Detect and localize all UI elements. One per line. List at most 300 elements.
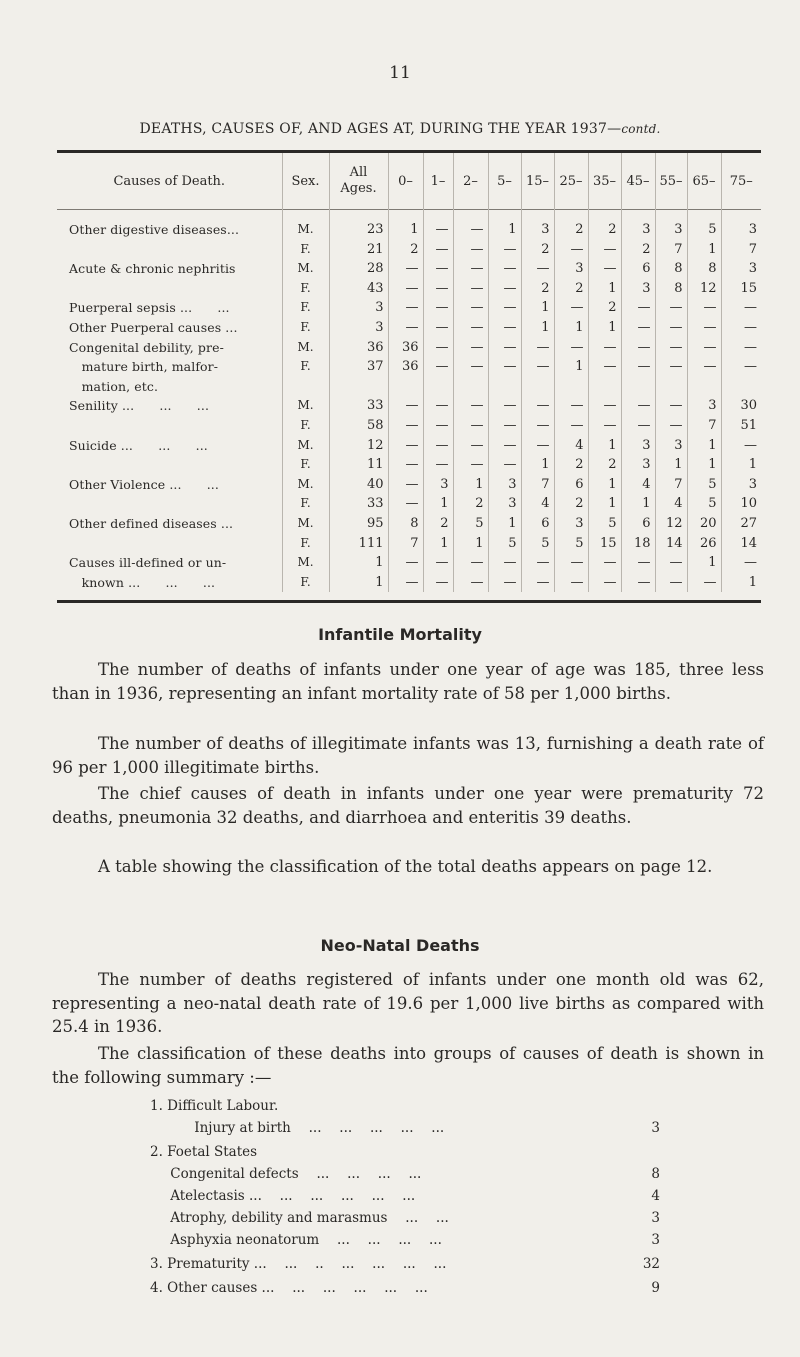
age-cell: — bbox=[554, 240, 588, 260]
age-cell: 51 bbox=[721, 416, 761, 436]
age-cell: 36 bbox=[388, 357, 423, 377]
age-cell bbox=[423, 377, 453, 397]
age-cell: — bbox=[621, 573, 655, 593]
all-ages-cell: 23 bbox=[329, 220, 388, 240]
header-age: 45– bbox=[621, 153, 655, 210]
age-cell: — bbox=[453, 573, 488, 593]
age-cell: — bbox=[554, 553, 588, 573]
age-cell: — bbox=[423, 455, 453, 475]
sex-cell: F. bbox=[282, 279, 329, 299]
header-age: 25– bbox=[554, 153, 588, 210]
causes-table bbox=[57, 153, 761, 592]
age-cell: — bbox=[388, 553, 423, 573]
sex-cell: F. bbox=[282, 357, 329, 377]
age-cell: 3 bbox=[655, 436, 687, 456]
header-cause: Causes of Death. bbox=[113, 173, 226, 189]
all-ages-cell: 33 bbox=[329, 396, 388, 416]
age-cell: 2 bbox=[554, 220, 588, 240]
age-cell: 1 bbox=[521, 455, 554, 475]
table-header-row bbox=[57, 153, 761, 210]
age-cell: 6 bbox=[521, 514, 554, 534]
age-cell: 1 bbox=[687, 240, 721, 260]
cause-cell bbox=[57, 240, 282, 260]
age-cell: 3 bbox=[554, 259, 588, 279]
age-cell: — bbox=[423, 298, 453, 318]
age-cell: — bbox=[488, 357, 521, 377]
table-row bbox=[57, 377, 761, 397]
all-ages-cell: 37 bbox=[329, 357, 388, 377]
header-age: 15– bbox=[521, 153, 554, 210]
age-cell: — bbox=[453, 338, 488, 358]
age-cell: — bbox=[721, 338, 761, 358]
age-cell: 3 bbox=[721, 220, 761, 240]
header-all-ages: All Ages. bbox=[329, 153, 388, 210]
age-cell: — bbox=[588, 573, 621, 593]
age-cell: — bbox=[621, 338, 655, 358]
table-row bbox=[57, 396, 761, 416]
age-cell: — bbox=[388, 455, 423, 475]
table-row bbox=[57, 416, 761, 436]
cause-cell: Senility ... ... ... bbox=[69, 398, 210, 414]
age-cell: 4 bbox=[655, 494, 687, 514]
age-cell: 5 bbox=[687, 220, 721, 240]
all-ages-cell: 111 bbox=[329, 534, 388, 554]
summary-item bbox=[150, 1210, 660, 1232]
summary-label: 2. Foetal States bbox=[150, 1144, 258, 1160]
age-cell: 1 bbox=[488, 514, 521, 534]
age-cell: — bbox=[554, 573, 588, 593]
age-cell: 2 bbox=[554, 455, 588, 475]
age-cell: 3 bbox=[554, 514, 588, 534]
table-row bbox=[57, 475, 761, 495]
age-cell: — bbox=[621, 298, 655, 318]
age-cell: — bbox=[488, 553, 521, 573]
cause-cell: Other Violence ... ... bbox=[69, 476, 219, 492]
age-cell: 1 bbox=[721, 455, 761, 475]
age-cell: — bbox=[423, 259, 453, 279]
age-cell: 4 bbox=[621, 475, 655, 495]
age-cell: 8 bbox=[687, 259, 721, 279]
age-cell: — bbox=[554, 338, 588, 358]
age-cell: 1 bbox=[588, 475, 621, 495]
age-cell: 8 bbox=[388, 514, 423, 534]
age-cell: 1 bbox=[388, 220, 423, 240]
cause-cell bbox=[57, 494, 282, 514]
summary-value: 3 bbox=[651, 1232, 660, 1248]
all-ages-cell: 1 bbox=[329, 573, 388, 593]
table-row bbox=[57, 436, 761, 456]
table-row bbox=[57, 298, 761, 318]
age-cell: — bbox=[588, 416, 621, 436]
age-cell: — bbox=[687, 318, 721, 338]
age-cell: — bbox=[488, 416, 521, 436]
sex-cell: F. bbox=[282, 240, 329, 260]
age-cell: — bbox=[388, 436, 423, 456]
age-cell: — bbox=[521, 436, 554, 456]
age-cell bbox=[655, 377, 687, 397]
heading-main: DEATHS, CAUSES OF, AND AGES AT, DURING THE YEAR 1937— bbox=[139, 121, 622, 137]
age-cell bbox=[521, 377, 554, 397]
heading-suffix: contd. bbox=[621, 122, 661, 136]
age-cell bbox=[687, 377, 721, 397]
table-row bbox=[57, 279, 761, 299]
sex-cell: M. bbox=[282, 220, 329, 240]
age-cell: — bbox=[721, 298, 761, 318]
age-cell: — bbox=[655, 553, 687, 573]
age-cell: — bbox=[655, 338, 687, 358]
age-cell: — bbox=[655, 396, 687, 416]
sex-cell: M. bbox=[282, 475, 329, 495]
age-cell: 7 bbox=[721, 240, 761, 260]
age-cell: 3 bbox=[621, 455, 655, 475]
header-age: 1– bbox=[423, 153, 453, 210]
summary-label: 3. Prematurity ... ... .. ... ... ... ... bbox=[150, 1256, 447, 1272]
age-cell: — bbox=[423, 416, 453, 436]
cause-cell: mation, etc. bbox=[69, 378, 159, 394]
cause-cell: Congenital debility, pre- bbox=[69, 339, 224, 355]
age-cell: 10 bbox=[721, 494, 761, 514]
age-cell: 14 bbox=[655, 534, 687, 554]
age-cell: 6 bbox=[554, 475, 588, 495]
sex-cell: F. bbox=[282, 534, 329, 554]
sex-cell: F. bbox=[282, 416, 329, 436]
age-cell: — bbox=[488, 240, 521, 260]
table-row bbox=[57, 259, 761, 279]
table-row bbox=[57, 318, 761, 338]
all-ages-cell: 58 bbox=[329, 416, 388, 436]
neonatal-paragraph: The number of deaths registered of infants under one month old was 62, representing a neo-natal death rate of 19.6 per 1,000 live births as compared with 25.4 in 1936. bbox=[52, 970, 764, 1036]
all-ages-cell: 43 bbox=[329, 279, 388, 299]
age-cell: 1 bbox=[588, 494, 621, 514]
sex-cell: M. bbox=[282, 553, 329, 573]
age-cell: 1 bbox=[621, 494, 655, 514]
all-ages-cell: 3 bbox=[329, 318, 388, 338]
age-cell: 1 bbox=[721, 573, 761, 593]
age-cell: 1 bbox=[687, 455, 721, 475]
age-cell: — bbox=[687, 357, 721, 377]
age-cell: — bbox=[488, 338, 521, 358]
age-cell: — bbox=[388, 259, 423, 279]
age-cell: 5 bbox=[488, 534, 521, 554]
header-age: 2– bbox=[453, 153, 488, 210]
age-cell: — bbox=[453, 416, 488, 436]
summary-label: 4. Other causes ... ... ... ... ... ... bbox=[150, 1280, 428, 1296]
age-cell: — bbox=[621, 416, 655, 436]
table-row bbox=[57, 220, 761, 240]
age-cell: — bbox=[655, 573, 687, 593]
summary-value: 3 bbox=[651, 1120, 660, 1136]
age-cell: 26 bbox=[687, 534, 721, 554]
summary-label: Injury at birth ... ... ... ... ... bbox=[174, 1120, 445, 1136]
age-cell: — bbox=[588, 240, 621, 260]
age-cell: — bbox=[423, 318, 453, 338]
age-cell: — bbox=[721, 553, 761, 573]
age-cell: 1 bbox=[554, 318, 588, 338]
age-cell bbox=[721, 377, 761, 397]
age-cell: 3 bbox=[621, 436, 655, 456]
table-row bbox=[57, 240, 761, 260]
age-cell: 2 bbox=[554, 494, 588, 514]
age-cell: 7 bbox=[655, 475, 687, 495]
summary-label: Atelectasis ... ... ... ... ... ... bbox=[150, 1188, 416, 1204]
sex-cell: F. bbox=[282, 318, 329, 338]
age-cell: 7 bbox=[521, 475, 554, 495]
age-cell: — bbox=[388, 298, 423, 318]
all-ages-cell: 40 bbox=[329, 475, 388, 495]
cause-cell bbox=[57, 455, 282, 475]
age-cell: — bbox=[423, 573, 453, 593]
age-cell: 2 bbox=[423, 514, 453, 534]
age-cell: — bbox=[423, 436, 453, 456]
age-cell: — bbox=[588, 553, 621, 573]
header-age: 65– bbox=[687, 153, 721, 210]
table-row bbox=[57, 534, 761, 554]
summary-value: 4 bbox=[651, 1188, 660, 1204]
age-cell: 2 bbox=[588, 455, 621, 475]
age-cell: — bbox=[521, 357, 554, 377]
age-cell: 14 bbox=[721, 534, 761, 554]
sex-cell: M. bbox=[282, 338, 329, 358]
age-cell: 1 bbox=[453, 534, 488, 554]
age-cell: 1 bbox=[521, 298, 554, 318]
age-cell: 1 bbox=[423, 494, 453, 514]
table-row bbox=[57, 514, 761, 534]
age-cell: 3 bbox=[621, 220, 655, 240]
age-cell: — bbox=[423, 279, 453, 299]
all-ages-cell: 3 bbox=[329, 298, 388, 318]
age-cell: 4 bbox=[521, 494, 554, 514]
age-cell: — bbox=[388, 318, 423, 338]
age-cell: — bbox=[521, 553, 554, 573]
age-cell: — bbox=[488, 298, 521, 318]
summary-item bbox=[150, 1144, 660, 1166]
age-cell: — bbox=[388, 494, 423, 514]
age-cell: 20 bbox=[687, 514, 721, 534]
age-cell: — bbox=[521, 416, 554, 436]
header-age: 75– bbox=[721, 153, 761, 210]
age-cell: 18 bbox=[621, 534, 655, 554]
age-cell: 15 bbox=[721, 279, 761, 299]
summary-item bbox=[150, 1098, 660, 1120]
age-cell: — bbox=[621, 357, 655, 377]
age-cell: — bbox=[423, 357, 453, 377]
summary-item bbox=[150, 1280, 660, 1302]
age-cell: 7 bbox=[388, 534, 423, 554]
header-age: 5– bbox=[488, 153, 521, 210]
age-cell: 2 bbox=[388, 240, 423, 260]
age-cell: 5 bbox=[554, 534, 588, 554]
age-cell: — bbox=[521, 573, 554, 593]
neonatal-title: Neo-Natal Deaths bbox=[320, 936, 480, 955]
all-ages-cell: 95 bbox=[329, 514, 388, 534]
age-cell: 5 bbox=[588, 514, 621, 534]
neonatal-paragraph: The classification of these deaths into groups of causes of death is shown in the following summary :— bbox=[52, 1044, 764, 1087]
age-cell: 36 bbox=[388, 338, 423, 358]
age-cell: 2 bbox=[521, 279, 554, 299]
age-cell: 3 bbox=[721, 259, 761, 279]
summary-item bbox=[150, 1256, 660, 1278]
age-cell: — bbox=[453, 396, 488, 416]
age-cell: 12 bbox=[655, 514, 687, 534]
age-cell: 1 bbox=[423, 534, 453, 554]
age-cell: — bbox=[588, 396, 621, 416]
age-cell: — bbox=[588, 259, 621, 279]
age-cell: 1 bbox=[655, 455, 687, 475]
age-cell: — bbox=[588, 357, 621, 377]
age-cell: — bbox=[453, 436, 488, 456]
summary-label: Asphyxia neonatorum ... ... ... ... bbox=[150, 1232, 442, 1248]
age-cell: — bbox=[453, 553, 488, 573]
age-cell: 8 bbox=[655, 279, 687, 299]
summary-item bbox=[174, 1120, 684, 1142]
age-cell: — bbox=[554, 298, 588, 318]
age-cell: 7 bbox=[655, 240, 687, 260]
cause-cell: Other digestive diseases... bbox=[69, 222, 240, 237]
age-cell: — bbox=[554, 416, 588, 436]
age-cell: 1 bbox=[588, 279, 621, 299]
age-cell: — bbox=[453, 220, 488, 240]
infantile-paragraph: A table showing the classification of the total deaths appears on page 12. bbox=[98, 857, 713, 876]
age-cell: — bbox=[488, 455, 521, 475]
cause-cell: Other Puerperal causes ... bbox=[69, 319, 238, 335]
age-cell: 1 bbox=[453, 475, 488, 495]
age-cell: 1 bbox=[521, 318, 554, 338]
cause-cell bbox=[57, 534, 282, 554]
age-cell: 8 bbox=[655, 259, 687, 279]
age-cell: 1 bbox=[687, 553, 721, 573]
age-cell: 5 bbox=[687, 475, 721, 495]
summary-item bbox=[150, 1188, 660, 1210]
age-cell: 1 bbox=[588, 436, 621, 456]
age-cell: — bbox=[687, 573, 721, 593]
all-ages-cell: 12 bbox=[329, 436, 388, 456]
header-age: 35– bbox=[588, 153, 621, 210]
all-ages-cell: 11 bbox=[329, 455, 388, 475]
age-cell: — bbox=[453, 318, 488, 338]
age-cell: — bbox=[488, 573, 521, 593]
table-body bbox=[57, 210, 761, 593]
table-row bbox=[57, 553, 761, 573]
age-cell: 30 bbox=[721, 396, 761, 416]
infantile-title: Infantile Mortality bbox=[318, 625, 482, 644]
summary-value: 3 bbox=[651, 1210, 660, 1226]
age-cell: — bbox=[453, 240, 488, 260]
age-cell: — bbox=[488, 318, 521, 338]
age-cell: — bbox=[721, 436, 761, 456]
cause-cell: known ... ... ... bbox=[69, 574, 216, 590]
age-cell: 1 bbox=[588, 318, 621, 338]
infantile-paragraph: The chief causes of death in infants under one year were prematurity 72 deaths, pneumonia 32 deaths, and diarrhoea and enteritis 39 deaths. bbox=[52, 784, 764, 827]
age-cell: — bbox=[453, 298, 488, 318]
summary-item bbox=[150, 1166, 660, 1188]
age-cell: 3 bbox=[488, 494, 521, 514]
age-cell: 1 bbox=[687, 436, 721, 456]
all-ages-cell: 21 bbox=[329, 240, 388, 260]
age-cell: 2 bbox=[621, 240, 655, 260]
age-cell: 4 bbox=[554, 436, 588, 456]
cause-cell: mature birth, malfor- bbox=[69, 359, 219, 375]
age-cell: 12 bbox=[687, 279, 721, 299]
age-cell: — bbox=[423, 220, 453, 240]
summary-label: Congenital defects ... ... ... ... bbox=[150, 1166, 422, 1182]
infantile-paragraph: The number of deaths of infants under one year of age was 185, three less than in 1936, representing an infant mortality rate of 58 per 1,000 births. bbox=[52, 660, 764, 703]
table-row bbox=[57, 357, 761, 377]
header-age: 0– bbox=[388, 153, 423, 210]
all-ages-cell: 33 bbox=[329, 494, 388, 514]
age-cell: 15 bbox=[588, 534, 621, 554]
age-cell: 6 bbox=[621, 514, 655, 534]
age-cell: — bbox=[423, 240, 453, 260]
sex-cell bbox=[282, 377, 329, 397]
age-cell: 3 bbox=[521, 220, 554, 240]
all-ages-cell bbox=[329, 377, 388, 397]
age-cell: 3 bbox=[488, 475, 521, 495]
age-cell: — bbox=[423, 338, 453, 358]
cause-cell: Other defined diseases ... bbox=[69, 515, 234, 531]
age-cell: 3 bbox=[721, 475, 761, 495]
age-cell: — bbox=[554, 396, 588, 416]
table-row bbox=[57, 455, 761, 475]
age-cell: 2 bbox=[521, 240, 554, 260]
age-cell: 2 bbox=[554, 279, 588, 299]
deaths-table bbox=[57, 150, 761, 603]
age-cell: 6 bbox=[621, 259, 655, 279]
age-cell: — bbox=[687, 338, 721, 358]
sex-cell: F. bbox=[282, 298, 329, 318]
age-cell: — bbox=[453, 259, 488, 279]
sex-cell: F. bbox=[282, 573, 329, 593]
table-spacer bbox=[57, 210, 761, 221]
age-cell: — bbox=[388, 573, 423, 593]
age-cell: — bbox=[423, 396, 453, 416]
age-cell: 7 bbox=[687, 416, 721, 436]
age-cell: — bbox=[388, 396, 423, 416]
age-cell: — bbox=[521, 338, 554, 358]
sex-cell: F. bbox=[282, 455, 329, 475]
age-cell: — bbox=[453, 357, 488, 377]
age-cell: 3 bbox=[621, 279, 655, 299]
summary-label: 1. Difficult Labour. bbox=[150, 1098, 279, 1114]
age-cell: — bbox=[655, 298, 687, 318]
age-cell: — bbox=[655, 318, 687, 338]
age-cell bbox=[588, 377, 621, 397]
summary-value: 9 bbox=[651, 1280, 660, 1296]
all-ages-cell: 28 bbox=[329, 259, 388, 279]
age-cell: 2 bbox=[453, 494, 488, 514]
age-cell: — bbox=[388, 279, 423, 299]
summary-item bbox=[150, 1232, 660, 1254]
header-sex: Sex. bbox=[282, 153, 329, 210]
age-cell bbox=[621, 377, 655, 397]
age-cell bbox=[388, 377, 423, 397]
sex-cell: M. bbox=[282, 436, 329, 456]
age-cell: 3 bbox=[423, 475, 453, 495]
age-cell: — bbox=[388, 475, 423, 495]
age-cell: 5 bbox=[453, 514, 488, 534]
all-ages-cell: 1 bbox=[329, 553, 388, 573]
page-heading bbox=[0, 121, 800, 137]
summary-label: Atrophy, debility and marasmus ... ... bbox=[150, 1210, 449, 1226]
header-age: 55– bbox=[655, 153, 687, 210]
age-cell: — bbox=[721, 357, 761, 377]
age-cell: 5 bbox=[687, 494, 721, 514]
age-cell: 2 bbox=[588, 298, 621, 318]
age-cell: 2 bbox=[588, 220, 621, 240]
age-cell: — bbox=[655, 357, 687, 377]
infantile-paragraph: The number of deaths of illegitimate infants was 13, furnishing a death rate of 96 per 1,000 illegitimate births. bbox=[52, 734, 764, 777]
age-cell: — bbox=[423, 553, 453, 573]
age-cell: — bbox=[488, 259, 521, 279]
